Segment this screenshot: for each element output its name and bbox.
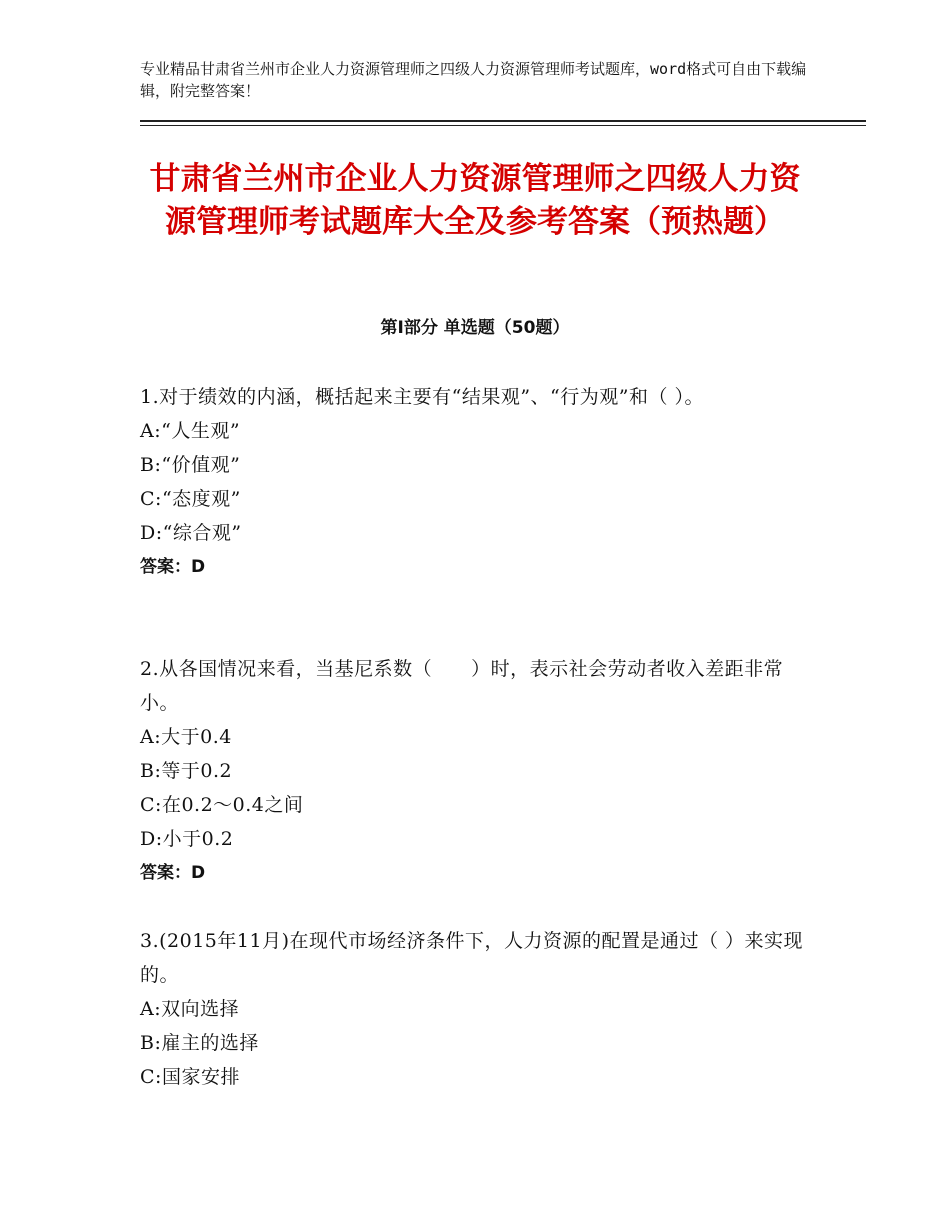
option-a: A:“人生观” [140, 420, 241, 442]
header-note: 专业精品甘肃省兰州市企业人力资源管理师之四级人力资源管理师考试题库，word格式可自由下载编辑，附完整答案！ [140, 60, 807, 100]
option-b: B:等于0.2 [140, 760, 233, 782]
header-divider [140, 120, 866, 122]
answer: 答案：D [140, 863, 206, 883]
question-stem: 2.从各国情况来看，当基尼系数（ ）时，表示社会劳动者收入差距非常小。 [140, 658, 784, 714]
option-c: C:国家安排 [140, 1066, 240, 1088]
option-b: B:雇主的选择 [140, 1032, 259, 1054]
option-a: A:双向选择 [140, 998, 240, 1020]
option-b: B:“价值观” [140, 454, 241, 476]
option-a: A:大于0.4 [140, 726, 232, 748]
option-c: C:“态度观” [140, 488, 241, 510]
option-d: D:“综合观” [140, 522, 242, 544]
question-2 [140, 652, 820, 890]
question-stem: 1.对于绩效的内涵，概括起来主要有“结果观”、“行为观”和（ ）。 [140, 386, 705, 408]
answer: 答案：D [140, 557, 206, 577]
section-title: 第Ⅰ部分 单选题（50题） [380, 318, 570, 338]
question-3 [140, 924, 820, 1094]
option-d: D:小于0.2 [140, 828, 234, 850]
question-1 [140, 380, 820, 584]
question-stem: 3.(2015年11月)在现代市场经济条件下，人力资源的配置是通过（ ）来实现的。 [140, 930, 804, 986]
header-divider-thin [140, 125, 866, 126]
option-c: C:在0.2～0.4之间 [140, 794, 304, 816]
document-title: 甘肃省兰州市企业人力资源管理师之四级人力资源管理师考试题库大全及参考答案（预热题） [149, 161, 801, 240]
